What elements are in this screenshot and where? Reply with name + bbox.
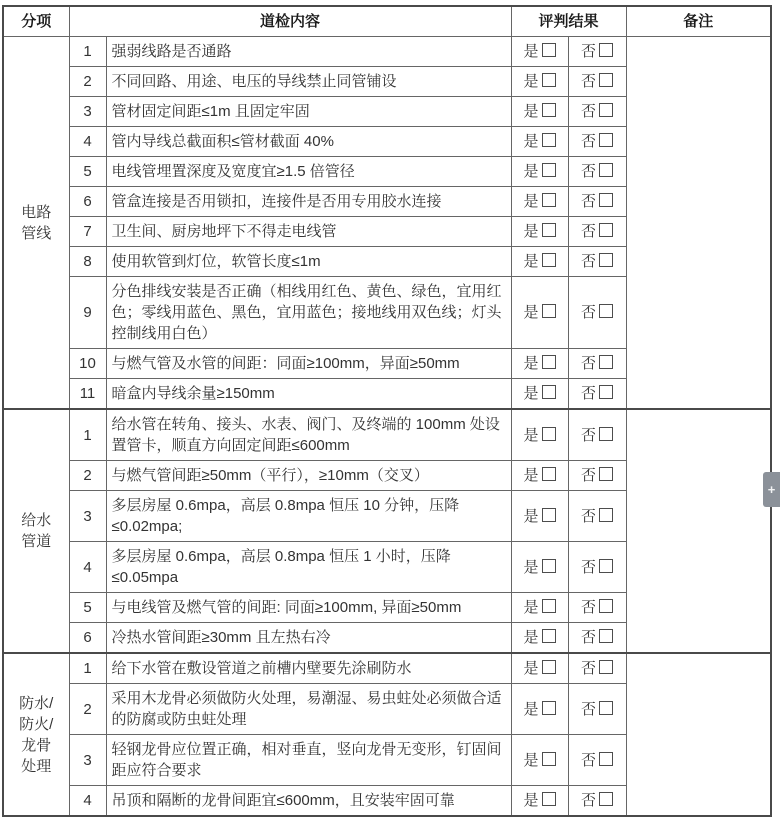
row-number: 5 (69, 593, 106, 623)
yes-checkbox[interactable] (542, 43, 556, 57)
yes-checkbox[interactable] (542, 508, 556, 522)
yes-checkbox[interactable] (542, 701, 556, 715)
yes-option-label: 是 (523, 700, 539, 718)
plus-icon: + (767, 482, 776, 497)
inspection-content: 轻钢龙骨应位置正确，相对垂直，竖向龙骨无变形，钉固间距应符合要求 (106, 735, 511, 786)
no-option-label: 否 (581, 558, 597, 576)
yes-checkbox[interactable] (542, 253, 556, 267)
yes-option-cell (511, 409, 568, 461)
yes-option-cell (511, 127, 568, 157)
no-option-label: 否 (581, 103, 597, 120)
no-option-label: 否 (581, 599, 597, 616)
inspection-content: 多层房屋 0.6mpa，高层 0.8mpa 恒压 1 小时，压降 ≤0.05mpa (106, 542, 511, 593)
yes-option-label: 是 (523, 163, 539, 180)
yes-option-label: 是 (523, 467, 539, 484)
section-category-line: 管线 (21, 224, 52, 242)
yes-checkbox[interactable] (542, 73, 556, 87)
inspection-content: 强弱线路是否通路 (106, 37, 511, 67)
row-number: 1 (69, 653, 106, 684)
yes-option-label: 是 (523, 792, 539, 809)
yes-option-label: 是 (523, 751, 539, 769)
no-checkbox[interactable] (599, 163, 613, 177)
yes-option-cell (511, 491, 568, 542)
no-checkbox[interactable] (599, 752, 613, 766)
yes-option-label: 是 (523, 385, 539, 402)
yes-option-label: 是 (523, 253, 539, 270)
section-category-line: 龙骨 (21, 736, 52, 754)
no-option-cell (568, 684, 626, 735)
row-number: 3 (69, 97, 106, 127)
no-option-cell (568, 277, 626, 349)
section-category-line: 处理 (21, 757, 52, 775)
no-option-cell (568, 491, 626, 542)
row-number: 3 (69, 735, 106, 786)
no-checkbox[interactable] (599, 73, 613, 87)
no-option-cell (568, 379, 626, 410)
no-checkbox[interactable] (599, 559, 613, 573)
row-number: 2 (69, 461, 106, 491)
yes-option-label: 是 (523, 133, 539, 150)
yes-checkbox[interactable] (542, 133, 556, 147)
inspection-content: 与燃气管间距≥50mm（平行），≥10mm（交叉） (106, 461, 511, 491)
yes-option-cell (511, 684, 568, 735)
table-row (3, 653, 771, 684)
section-category-label (3, 37, 69, 410)
column-header-remark: 备注 (626, 6, 771, 37)
row-number: 10 (69, 349, 106, 379)
table-row (3, 409, 771, 461)
no-checkbox[interactable] (599, 599, 613, 613)
yes-option-label: 是 (523, 304, 539, 321)
inspection-content: 给下水管在敷设管道之前槽内壁要先涂刷防水 (106, 653, 511, 684)
yes-option-label: 是 (523, 599, 539, 616)
no-option-label: 否 (581, 629, 597, 646)
inspection-content: 采用木龙骨必须做防火处理，易潮湿、易虫蛀处必须做合适的防腐或防虫蛀处理 (106, 684, 511, 735)
yes-option-label: 是 (523, 73, 539, 90)
no-option-label: 否 (581, 792, 597, 809)
table-row (3, 37, 771, 67)
remark-cell (626, 37, 771, 410)
no-option-label: 否 (581, 253, 597, 270)
no-checkbox[interactable] (599, 792, 613, 806)
yes-option-cell (511, 187, 568, 217)
yes-option-cell (511, 379, 568, 410)
no-option-cell (568, 37, 626, 67)
inspection-content: 不同回路、用途、电压的导线禁止同管铺设 (106, 67, 511, 97)
no-option-label: 否 (581, 700, 597, 718)
no-option-label: 否 (581, 193, 597, 210)
no-option-cell (568, 97, 626, 127)
side-scroll-handle[interactable] (763, 472, 780, 507)
no-option-label: 否 (581, 751, 597, 769)
row-number: 3 (69, 491, 106, 542)
row-number: 1 (69, 37, 106, 67)
yes-option-label: 是 (523, 629, 539, 646)
no-option-cell (568, 653, 626, 684)
yes-option-label: 是 (523, 355, 539, 372)
no-option-cell (568, 593, 626, 623)
no-option-label: 否 (581, 355, 597, 372)
inspection-content: 分色排线安装是否正确（相线用红色、黄色、绿色，宜用红色；零线用蓝色、黑色，宜用蓝色；接地线用双色线；灯头控制线用白色） (106, 277, 511, 349)
yes-option-label: 是 (523, 660, 539, 677)
no-option-label: 否 (581, 73, 597, 90)
yes-option-cell (511, 277, 568, 349)
yes-option-cell (511, 349, 568, 379)
section-category-line: 防火/ (19, 715, 54, 733)
row-number: 4 (69, 127, 106, 157)
no-checkbox[interactable] (599, 43, 613, 57)
yes-option-label: 是 (523, 558, 539, 576)
yes-checkbox[interactable] (542, 629, 556, 643)
inspection-content: 与电线管及燃气管的间距: 同面≥100mm, 异面≥50mm (106, 593, 511, 623)
no-option-label: 否 (581, 660, 597, 677)
yes-checkbox[interactable] (542, 304, 556, 318)
section-category-line: 给水 (21, 512, 52, 529)
yes-option-cell (511, 97, 568, 127)
no-option-label: 否 (581, 304, 597, 321)
row-number: 2 (69, 67, 106, 97)
inspection-content: 冷热水管间距≥30mm 且左热右冷 (106, 623, 511, 654)
no-option-label: 否 (581, 385, 597, 402)
no-option-label: 否 (581, 223, 597, 240)
yes-option-label: 是 (523, 223, 539, 240)
no-checkbox[interactable] (599, 193, 613, 207)
no-option-label: 否 (581, 163, 597, 180)
yes-checkbox[interactable] (542, 660, 556, 674)
row-number: 2 (69, 684, 106, 735)
yes-option-cell (511, 623, 568, 654)
yes-option-cell (511, 461, 568, 491)
no-checkbox[interactable] (599, 508, 613, 522)
inspection-content: 管材固定间距≤1m 且固定牢固 (106, 97, 511, 127)
yes-option-cell (511, 247, 568, 277)
no-checkbox[interactable] (599, 355, 613, 369)
no-checkbox[interactable] (599, 253, 613, 267)
row-number: 7 (69, 217, 106, 247)
column-header-result: 评判结果 (511, 6, 626, 37)
no-checkbox[interactable] (599, 701, 613, 715)
no-option-cell (568, 786, 626, 817)
inspection-content: 管内导线总截面积≤管材截面 40% (106, 127, 511, 157)
yes-checkbox[interactable] (542, 427, 556, 441)
yes-option-label: 是 (523, 507, 539, 525)
yes-option-label: 是 (523, 103, 539, 120)
yes-checkbox[interactable] (542, 103, 556, 117)
section-category-line: 管道 (21, 533, 52, 550)
yes-checkbox[interactable] (542, 223, 556, 237)
row-number: 5 (69, 157, 106, 187)
inspection-content: 多层房屋 0.6mpa，高层 0.8mpa 恒压 10 分钟，压降 ≤0.02mpa; (106, 491, 511, 542)
inspection-content: 使用软管到灯位，软管长度≤1m (106, 247, 511, 277)
yes-checkbox[interactable] (542, 752, 556, 766)
no-option-cell (568, 542, 626, 593)
header-row (3, 6, 771, 37)
row-number: 1 (69, 409, 106, 461)
yes-option-cell (511, 157, 568, 187)
yes-option-cell (511, 542, 568, 593)
inspection-content: 卫生间、厨房地坪下不得走电线管 (106, 217, 511, 247)
row-number: 6 (69, 187, 106, 217)
row-number: 8 (69, 247, 106, 277)
no-option-cell (568, 409, 626, 461)
no-checkbox[interactable] (599, 629, 613, 643)
no-option-label: 否 (581, 43, 597, 60)
no-option-cell (568, 67, 626, 97)
no-checkbox[interactable] (599, 467, 613, 481)
inspection-content: 吊顶和隔断的龙骨间距宜≤600mm，且安装牢固可靠 (106, 786, 511, 817)
row-number: 6 (69, 623, 106, 654)
yes-checkbox[interactable] (542, 385, 556, 399)
no-checkbox[interactable] (599, 660, 613, 674)
section-category-line: 防水/ (19, 694, 54, 712)
no-option-cell (568, 349, 626, 379)
inspection-content: 暗盒内导线余量≥150mm (106, 379, 511, 410)
row-number: 4 (69, 542, 106, 593)
section-category-label (3, 653, 69, 816)
no-option-cell (568, 187, 626, 217)
section-category-label (3, 409, 69, 653)
no-option-cell (568, 461, 626, 491)
yes-checkbox[interactable] (542, 467, 556, 481)
yes-option-label: 是 (523, 43, 539, 60)
yes-option-cell (511, 653, 568, 684)
no-option-cell (568, 157, 626, 187)
no-checkbox[interactable] (599, 133, 613, 147)
column-header-content: 道检内容 (69, 6, 511, 37)
inspection-checklist-table (2, 5, 772, 817)
row-number: 9 (69, 277, 106, 349)
no-option-label: 否 (581, 507, 597, 525)
yes-option-label: 是 (523, 193, 539, 210)
no-option-cell (568, 623, 626, 654)
no-option-label: 否 (581, 133, 597, 150)
no-option-label: 否 (581, 467, 597, 484)
no-checkbox[interactable] (599, 304, 613, 318)
no-checkbox[interactable] (599, 223, 613, 237)
yes-checkbox[interactable] (542, 559, 556, 573)
yes-option-cell (511, 217, 568, 247)
no-option-cell (568, 247, 626, 277)
yes-checkbox[interactable] (542, 163, 556, 177)
no-checkbox[interactable] (599, 385, 613, 399)
yes-option-cell (511, 786, 568, 817)
row-number: 11 (69, 379, 106, 410)
yes-checkbox[interactable] (542, 792, 556, 806)
no-option-cell (568, 127, 626, 157)
yes-checkbox[interactable] (542, 193, 556, 207)
no-option-cell (568, 735, 626, 786)
yes-option-cell (511, 735, 568, 786)
yes-option-cell (511, 37, 568, 67)
row-number: 4 (69, 786, 106, 817)
no-option-label: 否 (581, 426, 597, 444)
section-category-line: 电路 (21, 203, 52, 221)
inspection-content: 与燃气管及水管的间距：同面≥100mm，异面≥50mm (106, 349, 511, 379)
inspection-content: 给水管在转角、接头、水表、阀门、及终端的 100mm 处设置管卡，顺直方向固定间距≤600mm (106, 409, 511, 461)
yes-checkbox[interactable] (542, 599, 556, 613)
yes-option-cell (511, 67, 568, 97)
no-checkbox[interactable] (599, 427, 613, 441)
yes-checkbox[interactable] (542, 355, 556, 369)
yes-option-label: 是 (523, 426, 539, 444)
no-option-cell (568, 217, 626, 247)
yes-option-cell (511, 593, 568, 623)
remark-cell (626, 409, 771, 653)
remark-cell (626, 653, 771, 816)
inspection-content: 电线管埋置深度及宽度宜≥1.5 倍管径 (106, 157, 511, 187)
column-header-category: 分项 (3, 6, 69, 37)
inspection-content: 管盒连接是否用锁扣，连接件是否用专用胶水连接 (106, 187, 511, 217)
no-checkbox[interactable] (599, 103, 613, 117)
